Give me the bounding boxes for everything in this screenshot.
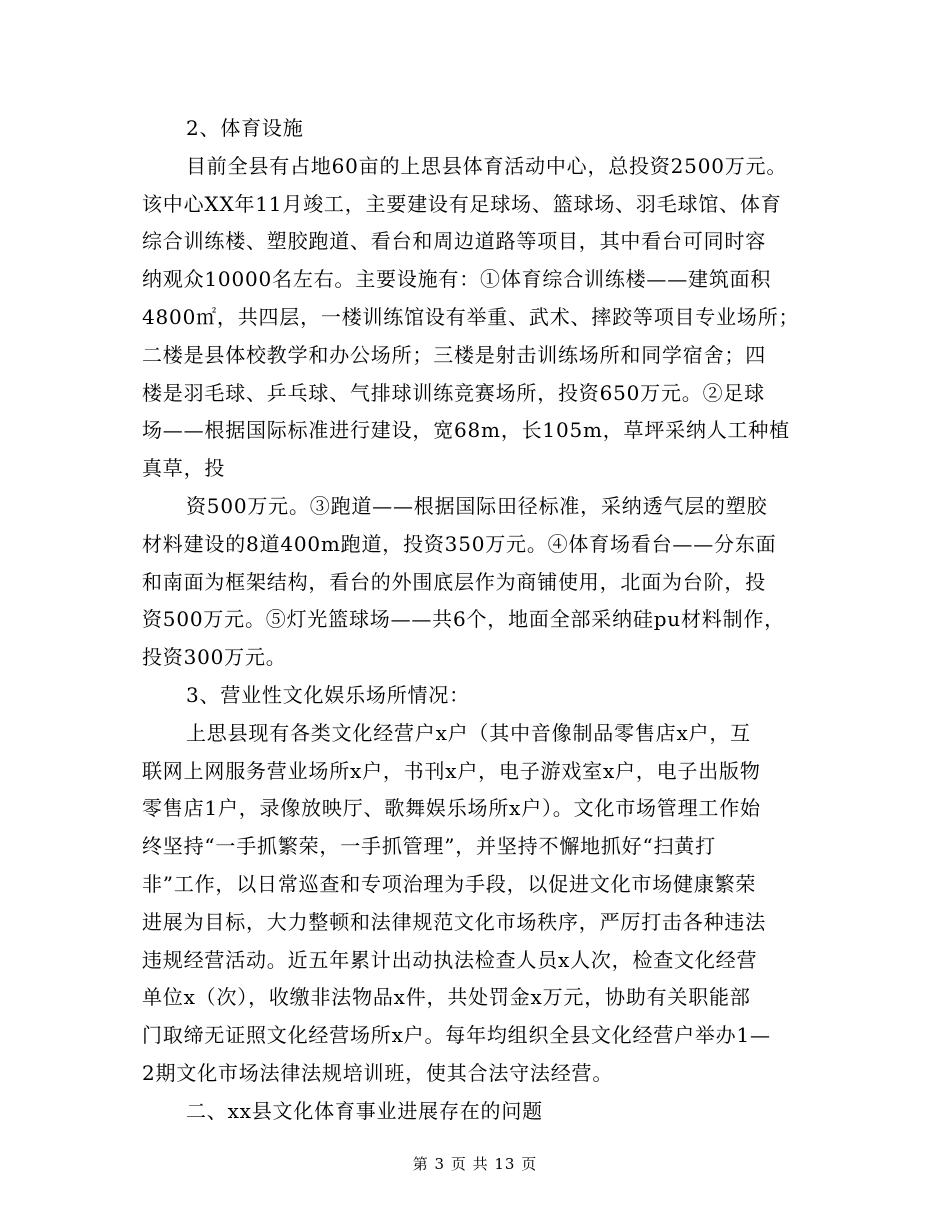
paragraph-line: 4800㎡，共四层，一楼训练馆设有举重、武术、摔跤等项目专业场所； — [142, 304, 800, 329]
paragraph-line: 纳观众10000名左右。主要设施有：①体育综合训练楼——建筑面积 — [142, 267, 772, 292]
paragraph-line: 门取缔无证照文化经营场所x户。每年均组织全县文化经营户举办1— — [142, 1023, 771, 1048]
section-heading-problems: 二、xx县文化体育事业进展存在的问题 — [186, 1098, 543, 1123]
paragraph-line: 资500万元。⑤灯光篮球场——共6个，地面全部采纳硅pu材料制作， — [142, 607, 785, 632]
paragraph-line: 投资300万元。 — [142, 645, 287, 670]
paragraph-line: 零售店1户，录像放映厅、歌舞娱乐场所x户）。文化市场管理工作始 — [142, 796, 761, 821]
paragraph-line: 该中心XX年11月竣工，主要建设有足球场、篮球场、羽毛球馆、体育 — [142, 191, 782, 216]
paragraph-line: 场——根据国际标准进行建设，宽68m，长105m，草坪采纳人工种植 — [142, 418, 790, 443]
paragraph-line: 二楼是县体校教学和办公场所；三楼是射击训练场所和同学宿舍；四 — [142, 342, 766, 367]
paragraph-line: 2期文化市场法律法规培训班，使其合法守法经营。 — [142, 1060, 614, 1085]
paragraph-line: 材料建设的8道400m跑道，投资350万元。④体育场看台——分东面 — [142, 531, 777, 556]
section-heading-entertainment-venues: 3、营业性文化娱乐场所情况： — [186, 682, 470, 707]
paragraph-line: 资500万元。③跑道——根据国际田径标准，采纳透气层的塑胶 — [186, 493, 768, 518]
paragraph-line: 进展为目标，大力整顿和法律规范文化市场秩序，严厉打击各种违法 — [142, 909, 766, 934]
paragraph-line: 目前全县有占地60亩的上思县体育活动中心，总投资2500万元。 — [186, 153, 788, 178]
paragraph-line: 综合训练楼、塑胶跑道、看台和周边道路等项目，其中看台可同时容 — [142, 229, 766, 254]
document-body — [142, 110, 810, 1131]
paragraph-line: 违规经营活动。近五年累计出动执法检查人员x人次，检查文化经营 — [142, 947, 758, 972]
paragraph-line: 真草，投 — [142, 456, 226, 481]
paragraph-line: 楼是羽毛球、乒乓球、气排球训练竞赛场所，投资650万元。②足球 — [142, 380, 765, 405]
section-heading-sports-facilities: 2、体育设施 — [186, 116, 304, 140]
paragraph-line: 上思县现有各类文化经营户x户（其中音像制品零售店x户，互 — [186, 720, 751, 745]
paragraph-line: 非”工作，以日常巡查和专项治理为手段，以促进文化市场健康繁荣 — [142, 871, 757, 896]
paragraph-line: 单位x（次），收缴非法物品x件，共处罚金x万元，协助有关职能部 — [142, 985, 751, 1010]
paragraph-line: 联网上网服务营业场所x户，书刊x户，电子游戏室x户，电子出版物 — [142, 758, 761, 783]
paragraph-line: 和南面为框架结构，看台的外围底层作为商铺使用，北面为台阶，投 — [142, 569, 766, 594]
page-number-footer: 第 3 页 共 13 页 — [412, 1155, 538, 1173]
paragraph-line: 终坚持“一手抓繁荣，一手抓管理”，并坚持不懈地抓好“扫黄打 — [142, 834, 716, 859]
